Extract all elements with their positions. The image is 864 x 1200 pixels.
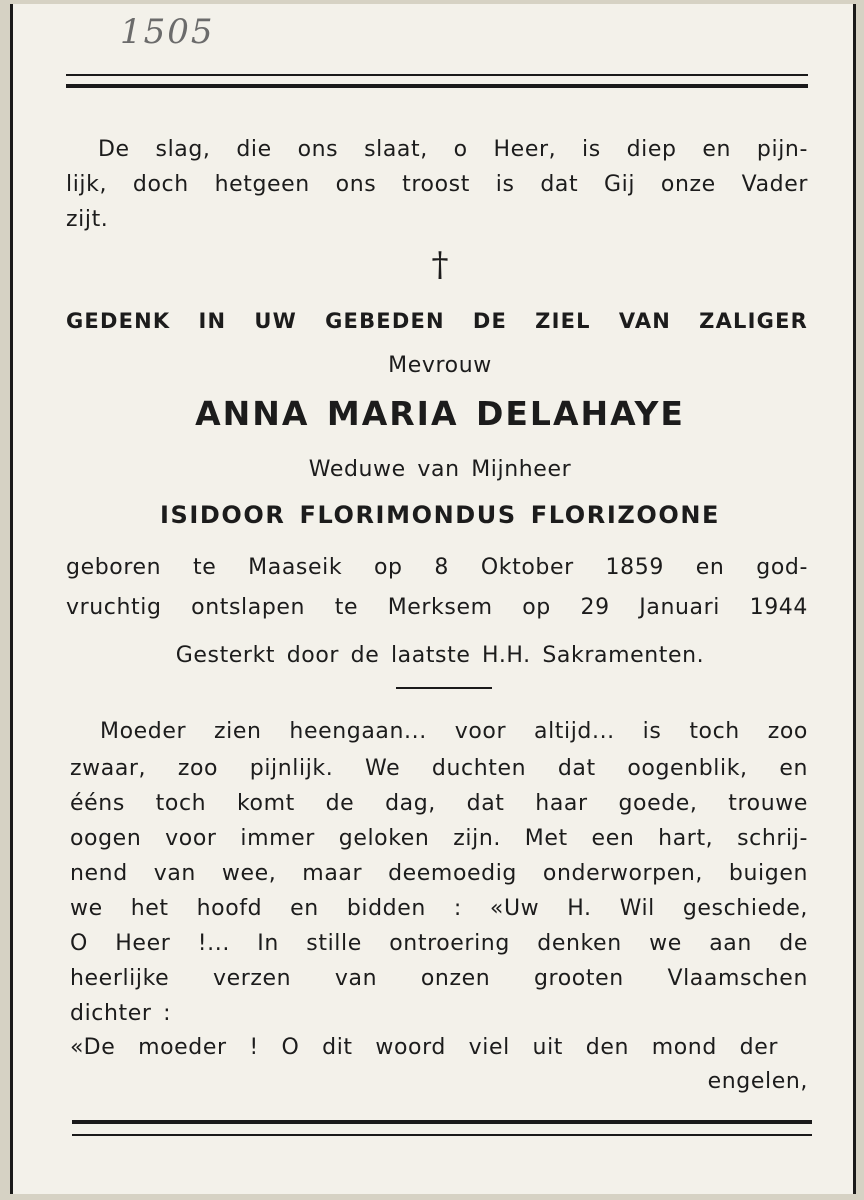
body-line-1: Moeder zien heengaan... voor altijd... is toch zoo [100,719,808,744]
sacraments-line: Gesterkt door de laatste H.H. Sakramenten. [175,643,705,668]
top-rule-thin [66,74,808,76]
remember-line: GEDENK IN UW GEBEDEN DE ZIEL VAN ZALIGER [66,309,808,333]
salutation: Mevrouw [388,353,492,378]
body-line-2: zwaar, zoo pijnlijk. We duchten dat oogenblik, en [70,756,808,781]
cross-icon: † [431,245,449,285]
husband-name: ISIDOOR FLORIMONDUS FLORIZOONE [159,501,721,529]
center-divider [396,687,492,689]
opening-verse-line-1: De slag, die ons slaat, o Heer, is diep en pijn- [98,137,808,162]
body-line-6: we het hoofd en bidden : «Uw H. Wil geschiede, [70,896,808,921]
widow-line: Weduwe van Mijnheer [308,457,572,482]
handwritten-number: 1505 [120,12,215,52]
bottom-rule-thick [72,1120,812,1124]
body-line-3: ééns toch komt de dag, dat haar goede, trouwe [70,791,808,816]
bottom-rule-thin [72,1134,812,1136]
life-dates-line-2: vruchtig ontslapen te Merksem op 29 Januari 1944 [66,595,808,620]
opening-verse-line-3: zijt. [66,207,109,232]
body-line-5: nend van wee, maar deemoedig onderworpen, buigen [70,861,808,886]
deceased-name: ANNA MARIA DELAHAYE [195,394,685,433]
poem-line-1: «De moeder ! O dit woord viel uit den mond der [70,1035,778,1060]
body-line-7: O Heer !... In stille ontroering denken we aan de [70,931,808,956]
body-line-8: heerlijke verzen van onzen grooten Vlaamschen [70,966,808,991]
life-dates-line-1: geboren te Maaseik op 8 Oktober 1859 en god- [66,555,808,580]
poem-line-2: engelen, [707,1069,808,1094]
opening-verse-line-2: lijk, doch hetgeen ons troost is dat Gij onze Vader [66,172,808,197]
body-line-4: oogen voor immer geloken zijn. Met een hart, schrij- [70,826,808,851]
body-line-9: dichter : [70,1001,172,1026]
top-rule-thick [66,84,808,88]
